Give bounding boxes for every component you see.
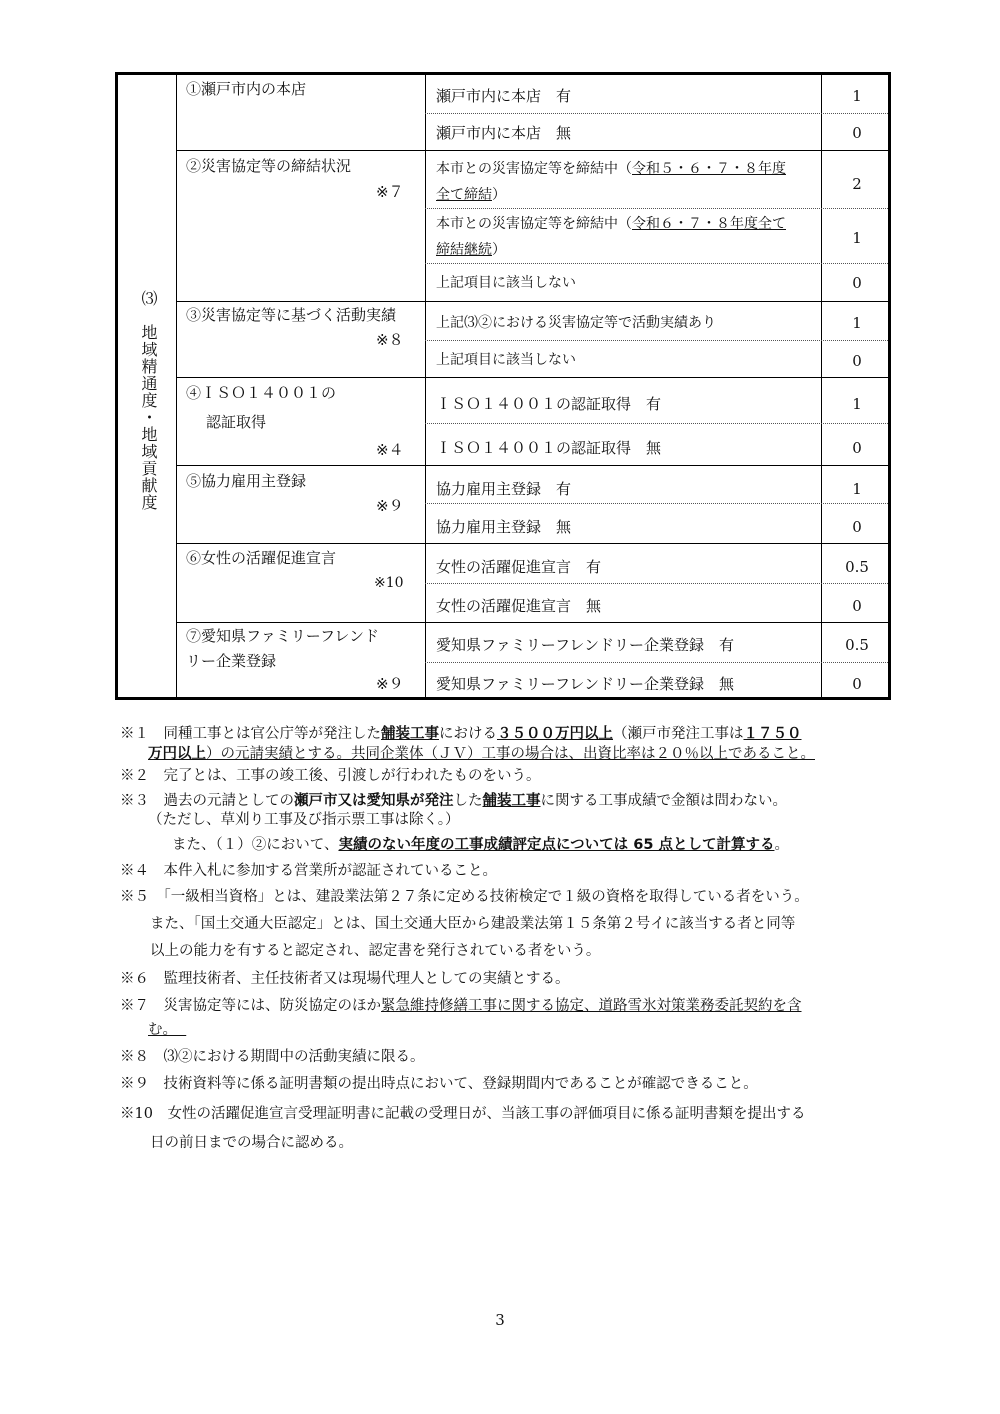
option-divider <box>425 583 888 584</box>
option-points: 0 <box>852 352 862 370</box>
item-label: ⑦愛知県ファミリーフレンド <box>186 627 379 645</box>
option-points: 2 <box>852 175 862 193</box>
option-text: 上記項目に該当しない <box>436 352 576 368</box>
item-label: ①瀬戸市内の本店 <box>186 80 307 98</box>
option-text: 協力雇用主登録 有 <box>436 480 572 498</box>
item-label: リー企業登録 <box>186 652 277 670</box>
row-divider <box>176 150 888 151</box>
note-9: ※９ 技術資料等に係る証明書類の提出時点において、登録期間内であることが確認できること。 <box>120 1076 758 1092</box>
note-8: ※８ ⑶②における期間中の活動実績に限る。 <box>120 1049 425 1065</box>
option-points: 1 <box>852 229 862 247</box>
option-text: 愛知県ファミリーフレンドリー企業登録 無 <box>436 675 734 693</box>
option-points: 0.5 <box>845 636 869 654</box>
option-points: 0 <box>852 675 862 693</box>
row-divider <box>176 543 888 544</box>
note-1-cont: 万円以上）の元請実績とする。共同企業体（ＪＶ）工事の場合は、出資比率は２０％以上であること。 <box>148 746 815 762</box>
item-label: ②災害協定等の締結状況 <box>186 157 352 175</box>
option-text: 瀬戸市内に本店 有 <box>436 87 572 105</box>
note-10-cont: 日の前日までの場合に認める。 <box>150 1135 353 1151</box>
divider <box>425 75 426 697</box>
option-text: 本市との災害協定等を締結中（令和６・７・８年度全て 締結継続） <box>436 216 786 258</box>
category-label: ⑶ 地域精通度・地域貢献度 <box>139 290 158 511</box>
option-points: 1 <box>852 395 862 413</box>
option-text: 愛知県ファミリーフレンドリー企業登録 有 <box>436 636 734 654</box>
row-divider <box>176 301 888 302</box>
option-text: 女性の活躍促進宣言 有 <box>436 558 602 576</box>
option-points: 1 <box>852 87 862 105</box>
note-7-cont: む。 <box>148 1022 177 1038</box>
note-7: ※７ 災害協定等には、防災協定のほか緊急維持修繕工事に関する協定、道路雪氷対策業務委託契約を含 <box>120 998 802 1014</box>
item-label: ④ＩＳＯ１４００１の <box>186 384 337 402</box>
divider <box>176 75 177 697</box>
item-label: ⑤協力雇用主登録 <box>186 472 307 490</box>
option-text: 協力雇用主登録 無 <box>436 518 572 536</box>
note-3-cont2: また、（１）②において、実績のない年度の工事成績評定点については 65 点として計算する。 <box>172 837 789 853</box>
option-points: 1 <box>852 480 862 498</box>
option-points: 0 <box>852 439 862 457</box>
note-6: ※６ 監理技術者、主任技術者又は現場代理人としての実績とする。 <box>120 971 570 987</box>
option-text: 女性の活躍促進宣言 無 <box>436 597 602 615</box>
item-label: ⑥女性の活躍促進宣言 <box>186 549 337 567</box>
option-points: 1 <box>852 314 862 332</box>
option-divider <box>425 263 888 264</box>
option-points: 0.5 <box>845 558 869 576</box>
note-ref: ※９ <box>376 497 404 515</box>
note-5: ※５ 「一級相当資格」とは、建設業法第２７条に定める技術検定で１級の資格を取得している者をいう。 <box>120 889 809 905</box>
note-3: ※３ 過去の元請としての瀬戸市又は愛知県が発注した舗装工事に関する工事成績で金額は問わない。 <box>120 793 787 809</box>
option-points: 0 <box>852 597 862 615</box>
option-divider <box>425 423 888 424</box>
note-5-cont: また、「国土交通大臣認定」とは、国土交通大臣から建設業法第１５条第２号イに該当する者と同等 <box>150 916 796 932</box>
item-label: 認証取得 <box>206 413 267 431</box>
note-10: ※10 女性の活躍促進宣言受理証明書に記載の受理日が、当該工事の評価項目に係る証明書類を提出する <box>120 1106 806 1122</box>
note-ref: ※９ <box>376 675 404 693</box>
row-divider <box>176 465 888 466</box>
note-3-cont: （ただし、草刈り工事及び指示票工事は除く。） <box>148 812 460 828</box>
option-text: 瀬戸市内に本店 無 <box>436 124 572 142</box>
page-number: 3 <box>495 1311 505 1329</box>
option-text: 本市との災害協定等を締結中（令和５・６・７・８年度 全て締結） <box>436 161 786 203</box>
option-divider <box>425 208 888 209</box>
note-ref: ※10 <box>374 575 404 591</box>
option-points: 0 <box>852 124 862 142</box>
note-ref: ※４ <box>376 441 404 459</box>
option-points: 0 <box>852 274 862 292</box>
row-divider <box>176 622 888 623</box>
option-divider <box>425 113 888 114</box>
option-divider <box>425 340 888 341</box>
option-divider <box>425 503 888 504</box>
option-text: 上記⑶②における災害協定等で活動実績あり <box>436 315 716 331</box>
note-2: ※２ 完了とは、工事の竣工後、引渡しが行われたものをいう。 <box>120 768 541 784</box>
row-divider <box>176 377 888 378</box>
note-5-cont2: 以上の能力を有すると認定され、認定書を発行されている者をいう。 <box>150 943 601 959</box>
option-text: 上記項目に該当しない <box>436 275 576 291</box>
note-ref: ※７ <box>376 183 404 201</box>
item-label: ③災害協定等に基づく活動実績 <box>186 306 397 324</box>
evaluation-table <box>115 72 891 700</box>
option-text: ＩＳＯ１４００１の認証取得 無 <box>436 439 662 457</box>
option-points: 0 <box>852 518 862 536</box>
option-text: ＩＳＯ１４００１の認証取得 有 <box>436 395 662 413</box>
note-1: ※１ 同種工事とは官公庁等が発注した舗装工事における３５００万円以上（瀬戸市発注工事は１７５０ <box>120 726 802 742</box>
option-divider <box>425 662 888 663</box>
note-4: ※４ 本件入札に参加する営業所が認証されていること。 <box>120 863 497 879</box>
note-ref: ※８ <box>376 331 404 349</box>
